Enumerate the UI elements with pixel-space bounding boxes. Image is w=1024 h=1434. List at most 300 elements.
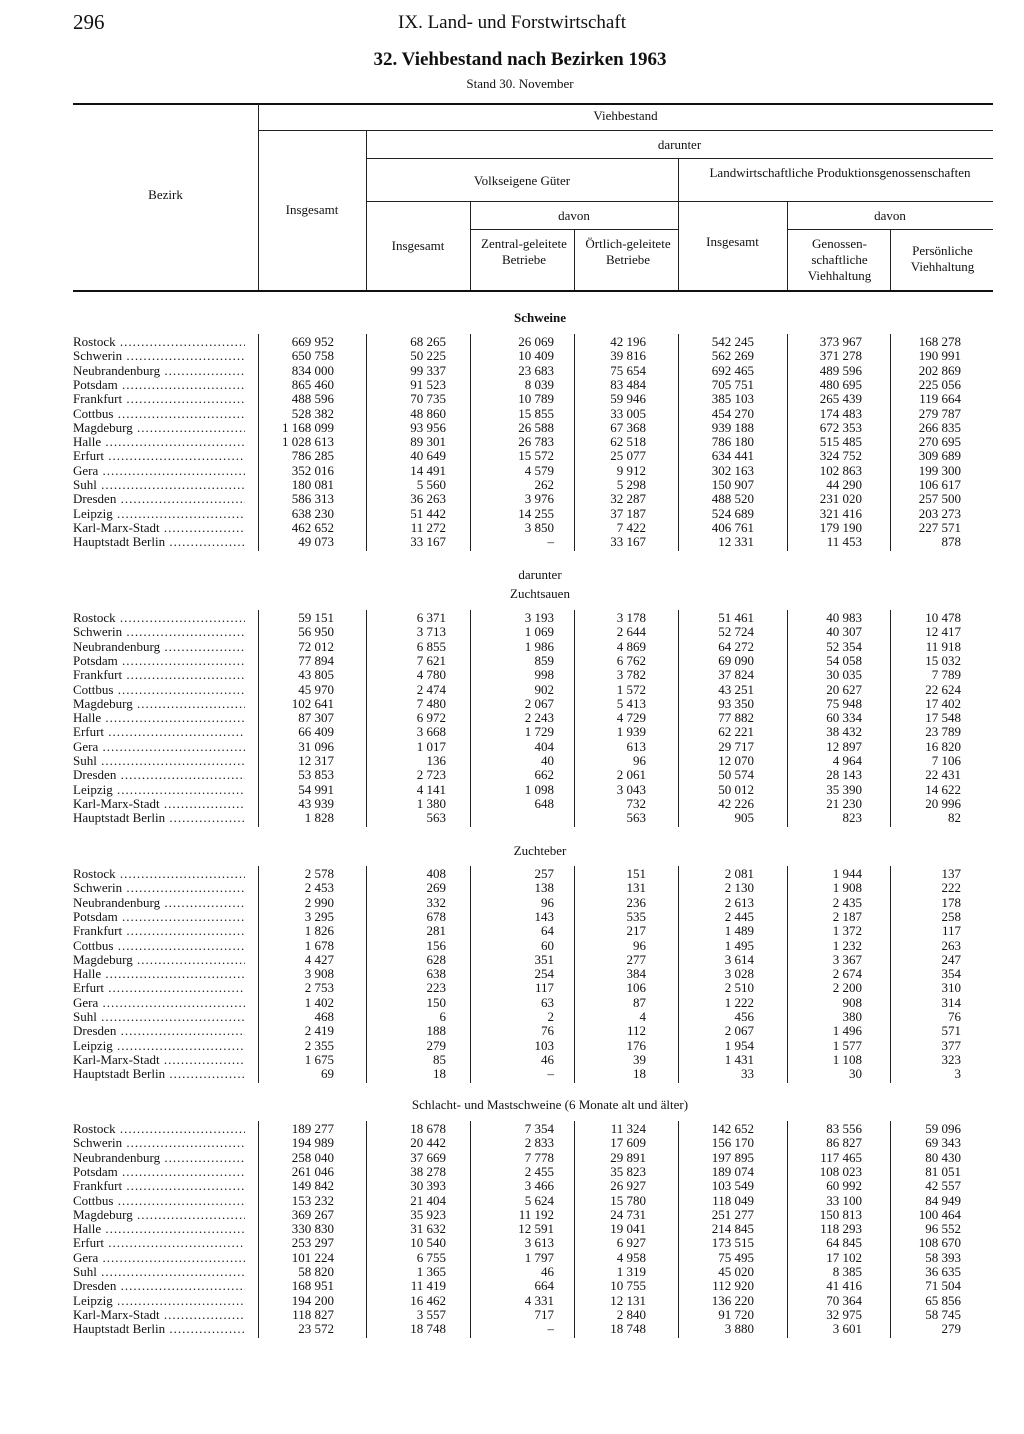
table-row [0, 966, 1024, 981]
row-label-bezirk: Frankfurt ..... [73, 391, 245, 407]
table-cell: 87 [633, 994, 646, 1010]
table-cell: 3 976 [524, 491, 554, 507]
table-cell: 263 [941, 937, 961, 953]
table-cell: 1 372 [832, 923, 862, 939]
table-cell: 10 409 [518, 348, 554, 364]
table-cell: 44 290 [826, 477, 862, 492]
table-cell: 732 [626, 795, 646, 811]
table-cell: 6 927 [616, 1235, 646, 1251]
table-cell: 1 028 613 [282, 434, 334, 450]
table-row [0, 739, 1024, 754]
table-cell: 865 460 [291, 376, 334, 392]
table-cell: 11 324 [610, 1121, 646, 1136]
table-cell: 150 813 [819, 1206, 862, 1222]
table-cell: 188 [426, 1023, 446, 1039]
col-header-bezirk: Bezirk [148, 187, 183, 202]
table-cell: 2 644 [616, 624, 646, 640]
table-cell: 251 277 [711, 1206, 754, 1222]
table-cell: 489 596 [819, 362, 862, 378]
table-cell: 6 972 [416, 710, 446, 726]
table-cell: 96 [633, 753, 646, 768]
row-label-bezirk: Leipzig ..... [73, 506, 245, 522]
table-cell: 30 393 [410, 1178, 446, 1194]
table-cell: 648 [534, 795, 554, 811]
table-cell: 2 243 [524, 710, 554, 726]
table-cell: 4 [639, 1009, 646, 1024]
table-cell: 247 [941, 951, 961, 967]
row-label-bezirk: Frankfurt ..... [73, 1178, 245, 1194]
table-cell: 12 131 [610, 1292, 646, 1308]
table-cell: 1 365 [416, 1264, 446, 1279]
table-cell: 20 627 [826, 681, 862, 697]
table-cell: 3 713 [416, 624, 446, 640]
table-cell: 40 649 [410, 448, 446, 464]
table-cell: 168 951 [291, 1278, 334, 1294]
table-cell: 223 [426, 980, 446, 996]
row-label-bezirk: Suhl ..... [73, 1264, 245, 1280]
table-row [0, 1293, 1024, 1308]
table-cell: 834 000 [291, 362, 334, 378]
table-cell: 31 096 [298, 738, 334, 754]
table-cell: 1 826 [304, 923, 334, 939]
table-cell: 153 232 [291, 1192, 334, 1208]
table-row [0, 866, 1024, 881]
header-bottom-rule [73, 290, 993, 292]
table-cell: 542 245 [711, 334, 754, 349]
table-cell: 77 882 [718, 710, 754, 726]
table-cell: 662 [534, 767, 554, 783]
table-cell: 214 845 [711, 1221, 754, 1237]
table-cell: 62 518 [610, 434, 646, 450]
row-label-bezirk: Hauptstadt Berlin ..... [73, 810, 245, 826]
table-cell: 404 [534, 738, 554, 754]
table-cell: 70 364 [826, 1292, 862, 1308]
table-cell: 2 200 [832, 980, 862, 996]
table-cell: 8 385 [832, 1264, 862, 1279]
table-cell: 515 485 [819, 434, 862, 450]
table-cell: 1 168 099 [282, 419, 334, 435]
table-row [0, 909, 1024, 924]
table-cell: 266 835 [918, 419, 961, 435]
table-cell: 277 [626, 951, 646, 967]
table-cell: 202 869 [918, 362, 961, 378]
table-cell: 31 632 [410, 1221, 446, 1237]
table-row [0, 1250, 1024, 1265]
table-cell: 253 297 [291, 1235, 334, 1251]
table-cell: 52 724 [718, 624, 754, 640]
section-title-zuchteber: Zuchteber [513, 843, 567, 858]
table-cell: 136 220 [711, 1292, 754, 1308]
table-cell: 7 106 [931, 753, 961, 768]
table-cell: 29 891 [610, 1149, 646, 1165]
vline-genossen [890, 230, 891, 290]
table-cell: 2 130 [724, 880, 754, 896]
table-cell: 58 393 [925, 1249, 961, 1265]
row-label-bezirk: Rostock ..... [73, 866, 245, 882]
table-cell: 86 827 [826, 1135, 862, 1151]
table-cell: 203 273 [918, 505, 961, 521]
table-cell: 2 453 [304, 880, 334, 896]
col-header-insgesamt: Insgesamt [285, 202, 339, 217]
row-label-bezirk: Leipzig ..... [73, 1293, 245, 1309]
col-header-veg-insgesamt: Insgesamt [391, 238, 445, 253]
table-cell: 254 [534, 966, 554, 982]
table-cell: 189 277 [291, 1121, 334, 1136]
row-label-bezirk: Potsdam ..... [73, 1164, 245, 1180]
table-cell: 613 [626, 738, 646, 754]
table-cell: 143 [534, 908, 554, 924]
table-cell: 384 [626, 966, 646, 982]
table-cell: – [547, 1066, 554, 1082]
table-cell: 112 920 [712, 1278, 754, 1294]
table-cell: 1 098 [524, 781, 554, 797]
table-cell: 197 895 [711, 1149, 754, 1165]
table-cell: 103 [534, 1037, 554, 1053]
table-cell: 26 927 [610, 1178, 646, 1194]
table-cell: 150 907 [711, 477, 754, 492]
table-cell: 823 [842, 810, 862, 826]
table-cell: 26 588 [518, 419, 554, 435]
table-row [0, 1235, 1024, 1250]
table-cell: 3 043 [616, 781, 646, 797]
row-label-bezirk: Erfurt ..... [73, 1235, 245, 1251]
table-row [0, 938, 1024, 953]
table-cell: 64 272 [718, 638, 754, 654]
table-cell: 3 613 [524, 1235, 554, 1251]
table-cell: 80 430 [925, 1149, 961, 1165]
table-cell: 571 [941, 1023, 961, 1039]
table-cell: 189 074 [711, 1163, 754, 1179]
col-header-lpg: Landwirtschaftliche Produktionsgenossenschaften [709, 165, 971, 180]
row-label-bezirk: Erfurt ..... [73, 724, 245, 740]
table-cell: 302 163 [711, 462, 754, 478]
table-cell: 58 820 [298, 1264, 334, 1279]
col-header-oertlich: Örtlich-geleitete Betriebe [585, 236, 671, 267]
table-cell: 12 331 [718, 534, 754, 550]
table-cell: 199 300 [918, 462, 961, 478]
table-cell: 15 780 [610, 1192, 646, 1208]
table-row [0, 880, 1024, 895]
table-cell: 85 [433, 1051, 446, 1067]
table-cell: 7 789 [931, 667, 961, 683]
table-row [0, 1221, 1024, 1236]
table-cell: 265 439 [819, 391, 862, 407]
table-cell: 30 [849, 1066, 862, 1082]
table-cell: 194 989 [291, 1135, 334, 1151]
table-cell: 18 [633, 1066, 646, 1082]
table-row [0, 923, 1024, 938]
table-cell: 586 313 [291, 491, 334, 507]
table-cell: 59 151 [298, 610, 334, 625]
table-cell: 176 [626, 1037, 646, 1053]
table-cell: 1 319 [616, 1264, 646, 1279]
table-cell: 20 442 [410, 1135, 446, 1151]
table-cell: 38 432 [826, 724, 862, 740]
table-cell: 3 178 [616, 610, 646, 625]
table-cell: 1 986 [524, 638, 554, 654]
table-cell: 17 102 [826, 1249, 862, 1265]
table-cell: 18 678 [410, 1121, 446, 1136]
table-cell: 1 944 [832, 866, 862, 881]
row-label-bezirk: Karl-Marx-Stadt ..... [73, 1052, 245, 1068]
table-cell: 151 [626, 866, 646, 881]
table-cell: 1 232 [832, 937, 862, 953]
row-label-bezirk: Schwerin ..... [73, 880, 245, 896]
table-cell: 93 350 [718, 695, 754, 711]
table-cell: 2 990 [304, 894, 334, 910]
table-cell: 96 552 [925, 1221, 961, 1237]
table-cell: 4 579 [524, 462, 554, 478]
row-label-bezirk: Rostock ..... [73, 1121, 245, 1137]
table-row [0, 667, 1024, 682]
table-cell: 2 419 [304, 1023, 334, 1039]
table-row [0, 1193, 1024, 1208]
table-cell: 46 [541, 1264, 554, 1279]
row-label-bezirk: Magdeburg ..... [73, 1207, 245, 1223]
table-row [0, 491, 1024, 506]
table-cell: 5 298 [616, 477, 646, 492]
table-cell: 12 317 [298, 753, 334, 768]
row-label-bezirk: Halle ..... [73, 434, 245, 450]
table-cell: 174 483 [819, 405, 862, 421]
table-cell: 1 572 [616, 681, 646, 697]
table-cell: 7 778 [524, 1149, 554, 1165]
table-cell: 231 020 [819, 491, 862, 507]
table-cell: 1 678 [304, 937, 334, 953]
row-label-bezirk: Hauptstadt Berlin ..... [73, 534, 245, 550]
table-cell: 59 096 [925, 1121, 961, 1136]
row-label-bezirk: Schwerin ..... [73, 1135, 245, 1151]
table-cell: 905 [734, 810, 754, 826]
row-label-bezirk: Dresden ..... [73, 1278, 245, 1294]
row-label-bezirk: Karl-Marx-Stadt ..... [73, 1307, 245, 1323]
table-cell: 117 465 [820, 1149, 862, 1165]
table-cell: 222 [941, 880, 961, 896]
col-header-genossen: Genossen-schaftliche Viehhaltung [807, 236, 872, 283]
table-cell: 179 190 [819, 519, 862, 535]
table-cell: 628 [426, 951, 446, 967]
table-cell: 638 [426, 966, 446, 982]
section-title-schweine: Schweine [514, 310, 566, 325]
table-cell: 2 187 [832, 908, 862, 924]
table-cell: 103 549 [711, 1178, 754, 1194]
table-cell: 46 [541, 1051, 554, 1067]
table-cell: 18 748 [610, 1321, 646, 1337]
table-row [0, 682, 1024, 697]
table-row [0, 980, 1024, 995]
row-label-bezirk: Rostock ..... [73, 610, 245, 626]
table-row [0, 1135, 1024, 1150]
table-cell: 717 [534, 1306, 554, 1322]
table-cell: 261 046 [291, 1163, 334, 1179]
table-cell: 9 912 [616, 462, 646, 478]
table-cell: 480 695 [819, 376, 862, 392]
table-cell: 217 [626, 923, 646, 939]
table-cell: 81 051 [925, 1163, 961, 1179]
table-cell: 488 596 [291, 391, 334, 407]
table-cell: 59 946 [610, 391, 646, 407]
table-cell: 66 409 [298, 724, 334, 740]
table-cell: 17 548 [925, 710, 961, 726]
table-cell: 22 624 [925, 681, 961, 697]
table-cell: 3 908 [304, 966, 334, 982]
table-cell: 64 [541, 923, 554, 939]
table-row [0, 724, 1024, 739]
row-label-bezirk: Neubrandenburg ..... [73, 895, 245, 911]
table-cell: 236 [626, 894, 646, 910]
table-cell: 35 923 [410, 1206, 446, 1222]
table-cell: 190 991 [918, 348, 961, 364]
table-cell: 48 860 [410, 405, 446, 421]
table-cell: 56 950 [298, 624, 334, 640]
table-cell: 11 419 [410, 1278, 446, 1294]
table-cell: 3 850 [524, 519, 554, 535]
col-header-veg-davon: davon [558, 208, 590, 223]
table-cell: 638 230 [291, 505, 334, 521]
table-cell: 117 [534, 980, 554, 996]
table-cell: 1 489 [724, 923, 754, 939]
table-cell: 76 [541, 1023, 554, 1039]
table-row [0, 534, 1024, 549]
row-label-bezirk: Magdeburg ..... [73, 696, 245, 712]
table-cell: 257 [534, 866, 554, 881]
table-cell: 1 108 [832, 1051, 862, 1067]
table-row [0, 1066, 1024, 1081]
chapter-title: IX. Land- und Forstwirtschaft [398, 12, 626, 33]
table-row [0, 753, 1024, 768]
table-cell: 1 402 [304, 994, 334, 1010]
table-cell: 51 442 [410, 505, 446, 521]
table-cell: 16 820 [925, 738, 961, 754]
row-label-bezirk: Potsdam ..... [73, 653, 245, 669]
table-cell: 524 689 [711, 505, 754, 521]
table-cell: 173 515 [711, 1235, 754, 1251]
table-cell: 64 845 [826, 1235, 862, 1251]
table-cell: 4 780 [416, 667, 446, 683]
table-cell: 12 417 [925, 624, 961, 640]
table-cell: 22 431 [925, 767, 961, 783]
table-row [0, 767, 1024, 782]
table-row [0, 334, 1024, 349]
table-cell: 7 480 [416, 695, 446, 711]
table-cell: 14 255 [518, 505, 554, 521]
table-cell: 33 167 [610, 534, 646, 550]
table-row [0, 420, 1024, 435]
row-label-bezirk: Potsdam ..... [73, 377, 245, 393]
table-cell: 7 621 [416, 652, 446, 668]
table-cell: 17 609 [610, 1135, 646, 1151]
table-cell: 902 [534, 681, 554, 697]
table-cell: 50 574 [718, 767, 754, 783]
vline-zentral [574, 230, 575, 290]
table-cell: 939 188 [711, 419, 754, 435]
row-label-bezirk: Gera ..... [73, 1250, 245, 1266]
vline-bezirk [258, 104, 259, 290]
table-cell: 332 [426, 894, 446, 910]
table-cell: 69 343 [925, 1135, 961, 1151]
table-cell: 50 225 [410, 348, 446, 364]
table-cell: 6 371 [416, 610, 446, 625]
table-cell: 11 192 [518, 1206, 554, 1222]
table-cell: 456 [734, 1009, 754, 1024]
table-cell: 8 039 [524, 376, 554, 392]
table-cell: 76 [948, 1009, 961, 1024]
table-cell: 43 805 [298, 667, 334, 683]
table-cell: 168 278 [918, 334, 961, 349]
row-label-bezirk: Halle ..... [73, 1221, 245, 1237]
table-cell: 83 484 [610, 376, 646, 392]
table-row [0, 624, 1024, 639]
table-cell: 16 462 [410, 1292, 446, 1308]
table-cell: 672 353 [819, 419, 862, 435]
table-cell: 279 [426, 1037, 446, 1053]
row-label-bezirk: Hauptstadt Berlin ..... [73, 1321, 245, 1337]
table-cell: 2 613 [724, 894, 754, 910]
table-row [0, 1038, 1024, 1053]
row-label-bezirk: Frankfurt ..... [73, 667, 245, 683]
table-cell: 26 783 [518, 434, 554, 450]
table-cell: 371 278 [819, 348, 862, 364]
table-cell: 10 789 [518, 391, 554, 407]
table-row [0, 1023, 1024, 1038]
table-cell: 50 012 [718, 781, 754, 797]
table-cell: 68 265 [410, 334, 446, 349]
table-cell: 3 295 [304, 908, 334, 924]
table-cell: 40 307 [826, 624, 862, 640]
table-cell: 40 [541, 753, 554, 768]
table-cell: 180 081 [291, 477, 334, 492]
table-cell: 20 996 [925, 795, 961, 811]
table-cell: 2 067 [524, 695, 554, 711]
row-label-bezirk: Suhl ..... [73, 753, 245, 769]
table-cell: 351 [534, 951, 554, 967]
table-cell: 53 853 [298, 767, 334, 783]
table-cell: 1 939 [616, 724, 646, 740]
table-cell: 6 855 [416, 638, 446, 654]
table-cell: 71 504 [925, 1278, 961, 1294]
row-label-bezirk: Suhl ..... [73, 477, 245, 493]
table-cell: 10 478 [925, 610, 961, 625]
table-cell: 262 [534, 477, 554, 492]
table-row [0, 1052, 1024, 1067]
col-header-persoenlich: Persönliche Viehhaltung [910, 243, 975, 274]
table-cell: 32 975 [826, 1306, 862, 1322]
table-cell: 4 729 [616, 710, 646, 726]
table-cell: 75 495 [718, 1249, 754, 1265]
table-cell: 96 [541, 894, 554, 910]
table-cell: 72 012 [298, 638, 334, 654]
table-cell: 2 723 [416, 767, 446, 783]
table-cell: 83 556 [826, 1121, 862, 1136]
header-top-rule [73, 103, 993, 105]
row-label-bezirk: Cottbus ..... [73, 682, 245, 698]
table-cell: 1 908 [832, 880, 862, 896]
row-label-bezirk: Schwerin ..... [73, 348, 245, 364]
table-cell: 314 [941, 994, 961, 1010]
table-cell: 3 [954, 1066, 961, 1082]
row-label-bezirk: Rostock ..... [73, 334, 245, 350]
table-cell: 60 334 [826, 710, 862, 726]
table-cell: 1 496 [832, 1023, 862, 1039]
table-row [0, 1207, 1024, 1222]
table-cell: 258 [941, 908, 961, 924]
table-cell: 2 840 [616, 1306, 646, 1322]
table-cell: 12 591 [518, 1221, 554, 1237]
table-row [0, 477, 1024, 492]
table-row [0, 952, 1024, 967]
table-cell: 4 331 [524, 1292, 554, 1308]
table-cell: 3 028 [724, 966, 754, 982]
